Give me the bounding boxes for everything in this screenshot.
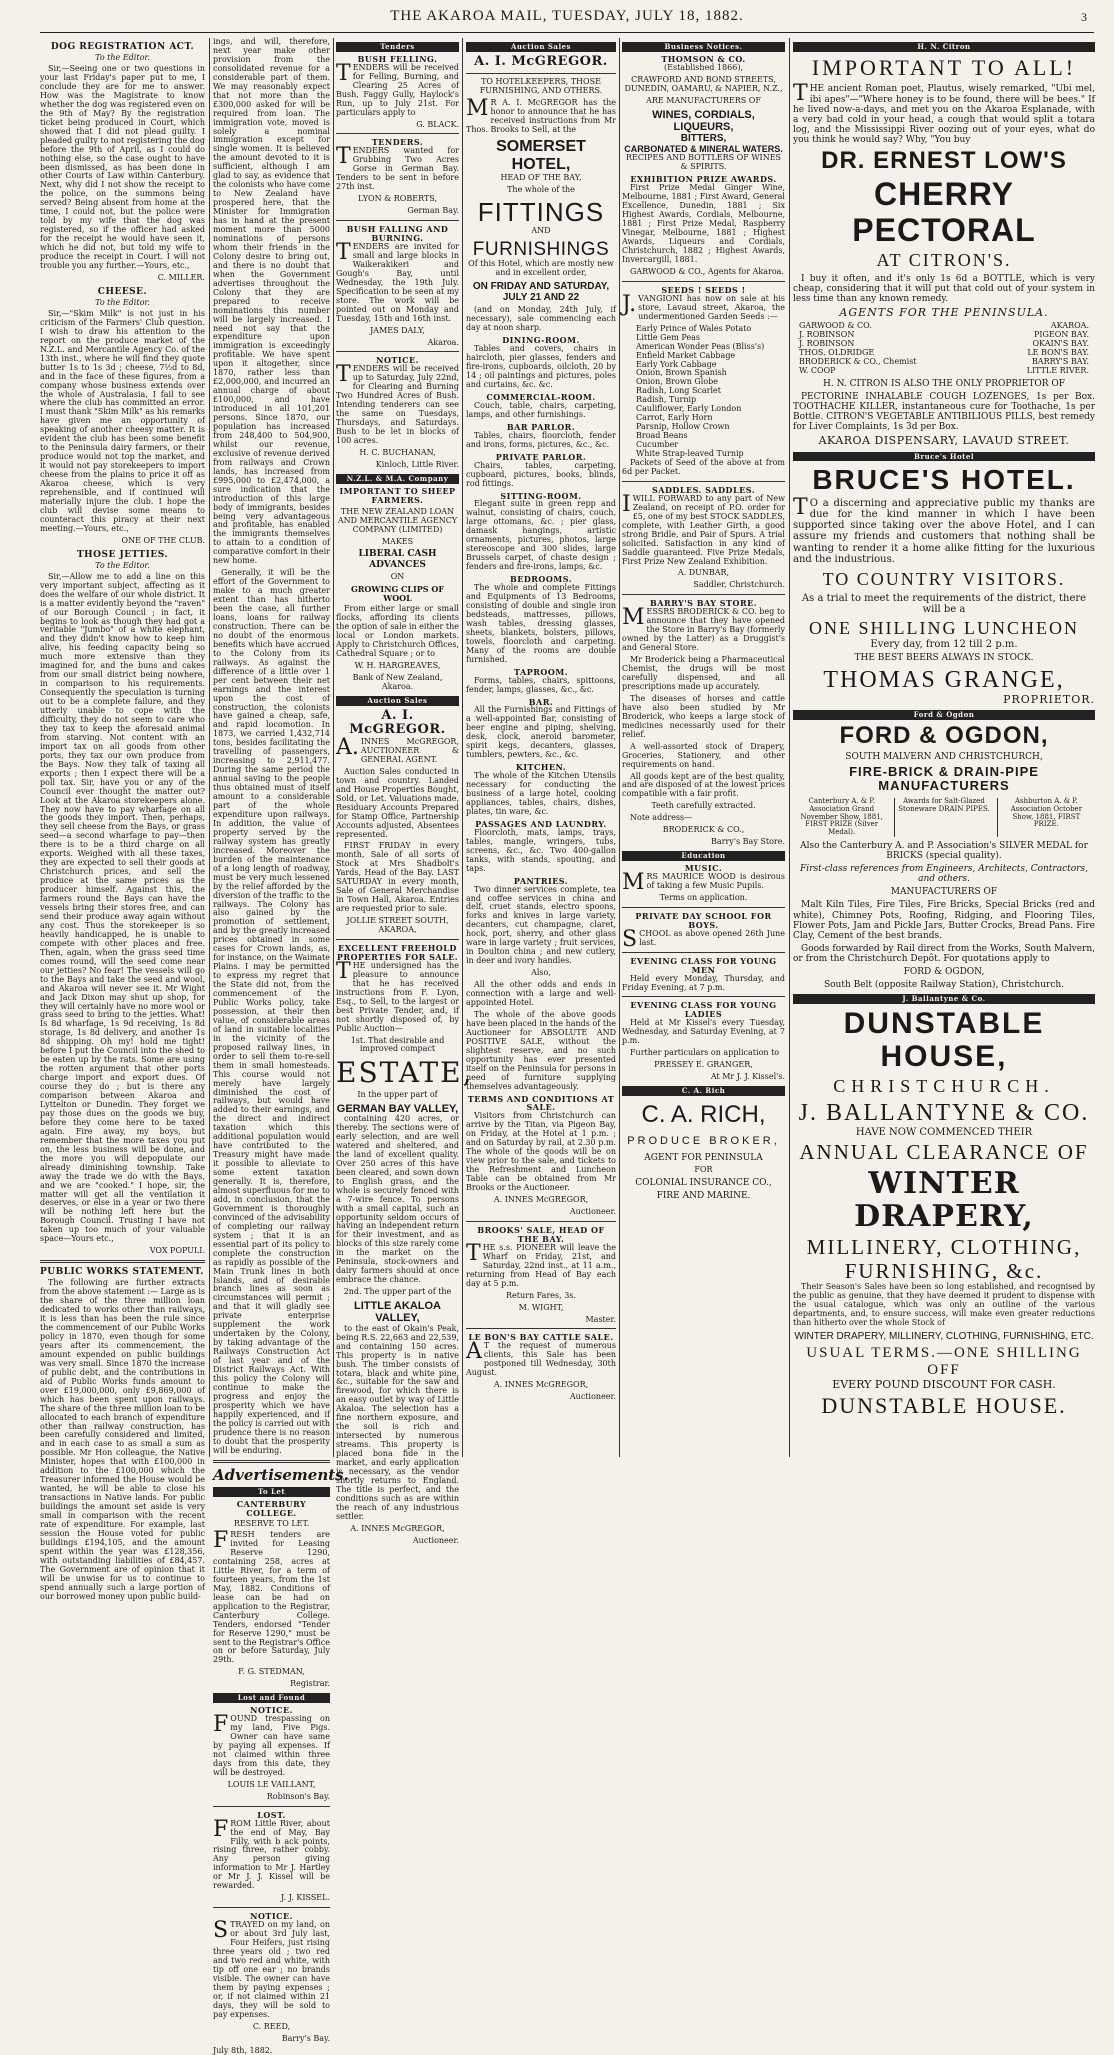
- ad-body: AT the request of numerous clients, this Sale has been postponed till Wednesday, 30th August.: [466, 1339, 616, 1378]
- ad-title: NOTICE.: [376, 355, 419, 366]
- list-item: Little Gem Peas: [636, 332, 701, 342]
- ad-body: TENDERS will be received up to Saturday, July 22nd, for Clearing and Burning Two Hundred Acres of Bush. Intending tenderers can see the same on Tuesdays, Thursdays, and Saturdays. Bush to be let in blocks of 100 acres.: [336, 362, 459, 446]
- ad-text: AGENT FOR PENINSULA: [644, 1153, 763, 1164]
- divider: [466, 73, 616, 74]
- agent-name: J. ROBINSON: [799, 339, 855, 349]
- ad-title: LE BON'S BAY CATTLE SALE.: [468, 1332, 614, 1343]
- ad-body: As a trial to meet the requirements of the district, there will be a: [801, 593, 1087, 616]
- ad-body: MR A. I. McGREGOR has the honor to announce that he has received instructions from Mr Thos. Brooks to Sell, at the: [466, 96, 616, 135]
- ad-body: Packets of Seed of the above at from 6d per Packet.: [622, 457, 785, 476]
- ad-headline: FITTINGS: [477, 196, 605, 227]
- list-item: Onion, Brown Spanish: [636, 368, 727, 378]
- award-boxes: [793, 798, 1095, 837]
- ad-title: IMPORTANT TO SHEEP FARMERS.: [339, 485, 456, 505]
- ad-body: The whole of the above goods have been placed in the hands of the Auctioneer for ABSOLUTE AND POSITIVE SALE, without the slightest reserve, and no such opportunity has ever presented itself on the Peninsula for persons in need of furniture supplying themselves advantageously.: [466, 1009, 616, 1091]
- agent-place: LE BON'S BAY.: [1027, 348, 1089, 358]
- column-divider: [462, 38, 463, 1457]
- masthead-rule: [40, 32, 1094, 33]
- column-divider: [209, 38, 210, 1457]
- ad-headline: DR. ERNEST LOW'S: [821, 146, 1067, 174]
- article-signature: ONE OF THE CLUB.: [121, 535, 205, 545]
- ad-body: (and on Monday, 24th July, if necessary), sale commencing each day at noon sharp.: [466, 305, 616, 333]
- ad-text: ON: [390, 571, 405, 581]
- divider: [336, 351, 459, 352]
- ad-heading: H. N. CITRON IS ALSO THE ONLY PROPRIETOR OF: [823, 378, 1065, 389]
- ad-heading: THE NEW ZEALAND LOAN AND MERCANTILE AGENCY COMPANY (LIMITED): [337, 506, 458, 534]
- ad-signature: J. J. KISSEL.: [281, 1893, 330, 1903]
- ad-title: NOTICE.: [250, 1911, 293, 1922]
- article-title: CHEESE.: [97, 286, 148, 297]
- ad-text: Terms on application.: [659, 892, 748, 902]
- ad-body: STRAYED on my land, on or about 3rd July last, Four Heifers, just rising three years old ; two red and two red and white, with tip off one ear ; no brands visible. The owner can have them by paying expenses ; or, if not claimed within 21 days, they will be sold to pay expenses.: [213, 1918, 330, 2019]
- ad-body: TENDERS will be received for Felling, Burning, and Clearing 25 Acres of Bush, Faggy Gully, Haylock's Run, up to July 21st. For particulars apply to: [336, 60, 459, 117]
- ad-signature: G. BLACK.: [416, 119, 459, 129]
- ad-place: At Mr J. J. Kissel's.: [710, 1072, 785, 1082]
- divider: [622, 952, 785, 953]
- ad-place: Robinson's Bay.: [266, 1791, 330, 1801]
- ad-body: Held at Mr Kissel's every Tuesday, Wednesday, and Saturday Evening, at 7 p.m.: [622, 1018, 785, 1046]
- list-item: Onion, Brown Globe: [636, 377, 719, 387]
- ad-role: Saddler, Christchurch.: [693, 580, 785, 590]
- ad-headline: ONE SHILLING LUNCHEON: [809, 618, 1079, 639]
- list-item: Parsnip, Hollow Crown: [636, 422, 730, 432]
- ad-headline: SOMERSET HOTEL,: [496, 138, 586, 173]
- ad-body: THE ancient Roman poet, Plautus, wisely remarked, "Ubi mel, ibi apes"—"Where honey is to be found, there will be bees." If he lived now-a-days, and met you on the Akaroa Esplanade, with a very bad cold in your head, a cough that would split a totara log, and the Mississippi River oozing out of your eyes, what do you think he would say? Why, "You buy: [793, 81, 1095, 145]
- divider: [336, 220, 459, 221]
- room-body: Tables, chairs, floorcloth, fender and irons, forms, pictures, &c., &c.: [466, 430, 616, 449]
- ad-text: First-class references from Engineers, Architects, Contractors, and others.: [800, 864, 1088, 885]
- ad-signature: JAMES DALY,: [370, 325, 425, 335]
- article-signature: VOX POPULI.: [149, 1246, 205, 1256]
- ad-place: Barry's Bay Store.: [711, 837, 785, 847]
- ad-title: CANTERBURY COLLEGE.: [236, 1499, 307, 1519]
- room-title: PRIVATE PARLOR.: [495, 451, 587, 462]
- room-body: The whole and complete Fittings and Equipments of 13 Bedrooms, consisting of double and single iron bedsteads, mattresses, pillows, wash tables, dressing glasses, sheets, blankets, bolsters, pillows, towels, floorcloth and carpeting. Many of the rooms are double furnished.: [466, 583, 616, 664]
- agent-list: [793, 322, 1095, 376]
- ad-body: GARWOOD & CO., Agents for Akaroa.: [630, 266, 784, 276]
- ad-body: J.VANGIONI has now on sale at his store, Lavaud street, Akaroa, the undermentioned Garden Seeds :—: [622, 291, 785, 321]
- ad-title: BROOKS' SALE, HEAD OF THE BAY.: [477, 1224, 605, 1244]
- ad-heading: LIBERAL CASH ADVANCES: [358, 549, 437, 570]
- ad-body: TENDERS are invited for small and large blocks in Waikerakikeri and Gough's Bay, until Wednesday, the 19th July. Specification to be seen at my store. The work will be pointed out on Monday and Tuesday, 15th and 16th inst.: [336, 239, 459, 323]
- ad-text: FOR: [694, 1165, 713, 1175]
- ad-heading: A.INNES McGREGOR, AUCTIONEER & GENERAL AGENT.: [336, 734, 459, 764]
- room-title: KITCHEN.: [515, 762, 567, 773]
- list-item: Radish, Turnip: [636, 395, 697, 405]
- article-body: The following are further extracts from the above statement :— Large as is the share of the three million loan dedicated to works other than railways, it is less than has been the rule since the commencement of our Public Works policy in 1870, even though for some years after its commencement, the amount expended on public buildings was very small. Since 1870 the increase of public debt, and the contributions in aid of Public Works funds amount to over £19,000,000, only £9,869,000 of which has been spent upon railways. The share of the three million loan to be allocated to each branch of expenditure other than railway construction, has been carefully considered and limited, and in each case to as small a sum as possible. Mr Hon colleague, the Native Minister, hopes that with £100,000 in addition to the £100,000 which the Treasurer informed the House would be wanted, he will be able to close his transactions in Native lands. For public buildings the amount set aside is very small in comparison with the recent rate of expenditure. For example, last session the House voted for public buildings £194,105, and the amount spent within the year was £128,356, with outstanding liabilities of £84,457. The Government are of opinion that it will be unwise for us to continue to spend annually such a large portion of our borrowed money upon public build-: [40, 1278, 205, 1601]
- room-title: BAR.: [528, 696, 554, 707]
- ad-text: (Established 1866),: [664, 62, 743, 72]
- ad-title: MUSIC.: [684, 863, 723, 874]
- ad-role: Auctioneer.: [569, 1206, 616, 1216]
- column-2: [213, 37, 349, 2055]
- seed-list: [622, 325, 785, 459]
- ad-text: EVERY POUND DISCOUNT FOR CASH.: [832, 1377, 1056, 1391]
- agent-name: W. COOP: [799, 365, 836, 375]
- ad-text: FIRE AND MARINE.: [656, 1191, 751, 1202]
- agent-place: BARRY'S BAY.: [1031, 356, 1089, 366]
- ad-role: Auctioneer.: [569, 1392, 616, 1402]
- section-band: Auction Sales: [336, 696, 459, 706]
- room-body: All the Furnishings and Fittings of a well-appointed Bar, consisting of beer engine and piping, shelving, desk, clock, aneroid barometer, spirit kegs, decanters, glasses, tumblers, pewters, &c., &c.: [466, 705, 616, 760]
- ad-body: A well-assorted stock of Drapery, Groceries, Stationery, and other requirements on hand.: [622, 741, 785, 769]
- ad-title: EXCELLENT FREEHOLD PROPERTIES FOR SALE.: [336, 942, 459, 962]
- ad-text: Also,: [531, 968, 551, 978]
- ad-text: The whole of the: [507, 184, 575, 194]
- divider: [466, 1328, 616, 1329]
- column-5: [622, 38, 785, 1457]
- ad-title: BARRY'S BAY STORE.: [649, 598, 758, 609]
- section-band: Lost and Found: [213, 1693, 330, 1703]
- ad-title: NOTICE.: [250, 1705, 293, 1716]
- room-body: Chairs, tables, carpeting, cupboard, pictures, books, blinds, rod fittings.: [466, 460, 616, 488]
- ad-headline: FORD & OGDON,: [839, 721, 1049, 749]
- article-subtitle: To the Editor.: [95, 560, 150, 570]
- ad-signature: A. DUNBAR,: [677, 568, 730, 578]
- ad-headline: CHERRY PECTORAL: [852, 175, 1036, 248]
- ad-headline: DUNSTABLE HOUSE.: [821, 1392, 1067, 1418]
- list-item: American Wonder Peas (Bliss's): [636, 341, 765, 351]
- section-band: C. A. Rich: [622, 1086, 785, 1096]
- divider: [213, 1806, 330, 1807]
- ad-title: EVENING CLASS FOR YOUNG LADIES: [630, 1000, 777, 1020]
- section-title: Advertisements.: [213, 1465, 349, 1484]
- ad-headline: ESTATE,: [336, 1056, 474, 1090]
- ad-text: HAVE NOW COMMENCED THEIR: [855, 1127, 1033, 1139]
- ad-body: to the east of Okain's Peak, being R.S. 22,663 and 22,539, and containing 150 acres. This property is in native bush. The timber consists of totara, black and white pine, &c., suitable for the saw and firewood, for which there is an easy outlet by way of Little Akaloa. The selection has a fine northern exposure, and the soil is rich and intersected by numerous streams. This property is placed bona fide in the market, and early application is necessary, as the vendor shortly returns to England. The title is perfect, and the conditions such as are within the reach of any industrious settler.: [336, 1323, 459, 1521]
- ad-body: Visitors from Christchurch can arrive by the Titan, via Pigeon Bay, on Friday, at the Hotel at 1 p.m. ; and on Saturday by rail, at 2.30 p.m. The whole of the goods will be on view prior to the sale, and tickets to the Refreshment and Luncheon Table can be obtained from Mr Brooks or the Auctioneer.: [466, 1111, 616, 1193]
- ad-headline: FIRE-BRICK & DRAIN-PIPE MANUFACTURERS: [849, 763, 1039, 794]
- ad-text: Also the Canterbury A. and P. Association's SILVER MEDAL for BRICKS (special quality).: [800, 841, 1088, 862]
- ad-heading: TERMS AND CONDITIONS AT SALE.: [467, 1093, 615, 1113]
- ad-place: German Bay.: [407, 206, 459, 216]
- section-band: To Let: [213, 1487, 330, 1497]
- ad-headline: TO COUNTRY VISITORS.: [822, 568, 1066, 589]
- ad-signature: H. C. BUCHANAN,: [359, 448, 436, 457]
- list-item: Enfield Market Cabbage: [636, 350, 736, 360]
- room-title: TAPROOM.: [514, 666, 568, 677]
- ad-headline: WINES, CORDIALS, LIQUEURS,: [652, 108, 755, 133]
- ad-headline: FURNISHING, &c.: [844, 1258, 1044, 1283]
- ad-body: Their Season's Sales have been so long established, and recognised by the public as genuine, that they have deemed it prudent to dispense with the usual catalogue, which was only an outline of the various departments, and, to ensure success, will make even greater reductions than hitherto over the whole Stock of: [793, 1282, 1095, 1327]
- room-body: Tables and covers, chairs in haircloth, pier glasses, fenders and fire-irons, cupboards, oilcloth, 20 by 14 ; oil paintings and pictures, poles and curtains, &c. &c.: [466, 344, 616, 390]
- ad-body: All goods kept are of the best quality, and are disposed of at the lowest prices compatible with a fair profit.: [622, 771, 785, 799]
- ad-heading: TO HOTELKEEPERS, THOSE FURNISHING, AND OTHERS.: [479, 77, 603, 96]
- ad-text: Return Fares, 3s.: [506, 1290, 576, 1300]
- list-item: Early York Cabbage: [636, 359, 717, 369]
- room-body: Forms, tables, chairs, spittoons, fender, lamps, glasses, &c., &c.: [466, 675, 616, 694]
- ad-headline: USUAL TERMS.—ONE SHILLING OFF: [806, 1344, 1082, 1378]
- ad-role: Auctioneer.: [412, 1535, 459, 1545]
- ad-subtitle: RESERVE TO LET.: [233, 1519, 310, 1529]
- divider: [622, 281, 785, 282]
- article-body: ings, and will, therefore, next year make other provision from the consolidated revenue for a considerable part of them. We may reasonably expect that not more than the £300,000 asked for will be required from loan. The immigration vote, moved is solely a nominal immigration except for single women. It is believed the amount devoted to it is sufficient, although I am glad to say, as evidence that the colonists who have come to New Zealand have prospered here, that the Minister for Immigration has in hand at the present moment more than 5000 nominations of persons whom their friends in the Colony desire to bring out, and there is no doubt that when the Government advertises throughout the Colony that they are prepared to receive nominations this number will be largely increased. I need not say that the expenditure upon immigration is exceedingly profitable. We have spent upon it altogether, since 1870, rather less than £2,000,000, and incurred an annual charge of about £100,000, and have introduced in all 101,201 persons. Since 1870, our population has increased from 248,400 to 504,900, whilst our revenue, exclusive of revenue derived from railways and Crown lands, has increased from £995,000 to £2,474,000, a sure indication that the introduction of this large body of immigrants, besides being very advantageous and profitable, has enabled the immigrants themselves to attain to a condition of comparative comfort in their new home.: [213, 37, 330, 566]
- article-title: PUBLIC WORKS STATEMENT.: [40, 1267, 204, 1278]
- article-body: Sir,—"Skim Milk" is not just in his criticism of the Farmers' Club question. I wish to draw his attention to the report on the produce market of the N.Z.L. and Mercantile Agency Co. of the 13th inst., where he will find they quote butter 1s to 1s 3d ; cheese, 7½d to 8d, and in the face of these figures, from a company whose business extends over the whole of Australasia, I fail to see where the club has committed an error. I must thank "Skim Milk" as his remarks have given me an opportunity of speaking of another cheesy matter. It is evident the club has been some benefit to the Peninsula dairy farmers, or their produce would not top the market, and it would not pay storekeepers to import cheese from the plains to price it off as Akaroa cheese, which is very reprehensible, and if continued will materially injure the club. I hope the club will devise some means to counteract this piracy at their next meeting.—Yours, etc.,: [40, 308, 205, 533]
- ad-title: LOST.: [257, 1809, 286, 1820]
- agent-name: THOS. OLDRIDGE: [799, 348, 875, 358]
- ad-body: SCHOOL as above opened 26th June last.: [622, 926, 785, 952]
- ad-address: JOLLIE STREET SOUTH, AKAROA,: [346, 916, 449, 935]
- ad-headline: LITTLE AKALOA VALLEY,: [354, 1300, 441, 1325]
- column-1: [40, 38, 205, 1601]
- room-title: PANTRIES.: [513, 875, 569, 886]
- award-box: Ashburton A. & P. Association October Show, 1881, FIRST PRIZE.: [997, 798, 1095, 837]
- divider: [213, 1460, 330, 1463]
- ad-title: EVENING CLASS FOR YOUNG MEN: [630, 955, 777, 975]
- ad-role: PROPRIETOR.: [1003, 692, 1095, 706]
- masthead-title: THE AKAROA MAIL, TUESDAY, JULY 18, 1882.: [390, 8, 744, 24]
- ad-title: TENDERS.: [371, 137, 424, 148]
- ad-text: RECIPES AND BOTTLERS OF WINES & SPIRITS.: [625, 153, 782, 172]
- divider: [622, 996, 785, 997]
- ad-signature: PRESSEY E. GRANGER,: [654, 1060, 753, 1070]
- divider: [466, 1221, 616, 1222]
- ad-headline: GERMAN BAY VALLEY,: [336, 1102, 459, 1115]
- ad-signature: W. H. HARGREAVES,: [354, 661, 441, 671]
- ad-text: Teeth carefully extracted.: [651, 801, 756, 811]
- article-body: Sir,—Allow me to add a line on this very important subject, affecting as it does the welfare of our whole district. It is a matter evidently beyond the "raven" of our Borough Council ; in fact, it begins to look as though they had got a veritable "Jumbo" of a white elephant, and they didn't know how to keep him alive, his feeding capacity being so much more extensive than they imagined for, and the buns and cakes from our small district being nowhere, in comparison to his requirements. Consequently the speculation is turning out to be a complete failure, and they utterly unable to cope with the difficulty, they do not seem to care who they tax to keep the aforesaid animal from starving. Not content with an import tax on all goods from other ports, they tax our own produce from the Bays. Now they talk of taxing all exports ; then I expect there will be a poll tax. Sir, have you or any of the Council ever thought the matter out? Look at the Akaroa storekeepers alone. They now have to pay wharfage on all the goods they import. Then, perhaps, they sell cheese from the Bays, or grass seed—a second wharfage to pay—then there is to be a third charge on all exports. Weighed with all these taxes, they are expected to sell their goods at Christchurch prices, and sell the produce at the same prices as the producer himself. Against this, the farmers round the Bays can have the vessels bring their stores free, and can send their produce away again without any cost. Thus the storekeeper is so heavily handicapped, he is unable to compete with other places and free. Then, again, when the grass seed time comes round, will the seed come near our jetties? No fear! The vessels will go to the Bays and take the seed and wool, and Akaroa will never see it. Mr Wight and Jack Dixon may shut up shop, for they will certainly have no more wool or grass seed to bring to the jetties. What! Is 8d wharfage, 1s 9d receiving, 1s 8d storage, 1s 8d delivery, and another 1s 8d shipping. Oh my! hold me tight! before I put the Council into the shed to be eaten up by the rats. Some are using the rotten argument that other ports charge import and export dues. Of course they do ; but is there any comparison between Akaroa and Lyttelton or Dunedin. They forget we pay those dues on the goods we buy, before they come here to be taxed again. Fire away, my boys, but remember that the more taxes you put on, the less business will be done, and the more you will depopulate our already diminishing township. Take away the trade we do with the Bays, and we are "cooked." I hope, sir, the matter will get all the ventilation it deserves, or else in a year or two there will be nothing left here but the Borough Council. Trusting I have not taken up too much of your valuable space—Yours etc.,: [40, 571, 205, 1244]
- ad-title: A. I. McGREGOR.: [349, 707, 446, 738]
- ad-title: A. I. McGREGOR.: [474, 53, 608, 69]
- section-band: Auction Sales: [466, 42, 616, 52]
- ad-role: Registrar.: [290, 1679, 330, 1689]
- divider: [622, 594, 785, 595]
- ad-address: SOUTH MALVERN AND CHRISTCHURCH,: [845, 751, 1043, 762]
- agent-name: BRODERICK & CO., Chemist: [799, 356, 917, 366]
- ad-text: ARE MANUFACTURERS OF: [646, 95, 761, 105]
- room-body: Two dinner services complete, tea and coffee services in china and delf, cruet stands, electro spoons, forks and knives in large variety, decanters, cut champagne, claret, hock, port, sherry, and other glass ware in large variety ; fruit services, in Doulton china ; and new cutlery, in deer and ivory handles.: [466, 884, 616, 966]
- ad-title: BUSH FELLING.: [357, 53, 438, 64]
- room-body: Floorcloth, mats, lamps, trays, tables, mangle, wringers, tubs, screens, &c., &c. Two 400-gallon tanks, with stands, spouting, and taps.: [466, 827, 616, 873]
- ad-headline: WINTER DRAPERY,: [854, 1165, 1034, 1235]
- column-6: [793, 38, 1095, 1457]
- ad-place: Akaroa.: [427, 337, 459, 347]
- ad-title: BUSH FALLING AND BURNING.: [346, 224, 449, 244]
- ad-text: WINTER DRAPERY, MILLINERY, CLOTHING, FURNISHING, ETC.: [794, 1330, 1094, 1342]
- ad-body: THE undersigned has the pleasure to announce that he has received instructions from F. Lyon, Esq., to Sell, to the largest or best Private Tender, and, if not shortly disposed of, by Public Auction—: [336, 958, 459, 1033]
- divider: [40, 1260, 205, 1263]
- column-3: [336, 38, 474, 1545]
- ad-title: PRIVATE DAY SCHOOL FOR BOYS.: [635, 910, 772, 930]
- ad-body: Further particulars on application to: [630, 1048, 780, 1058]
- divider: [336, 133, 459, 134]
- divider: [622, 907, 785, 908]
- ad-body: PECTORINE INHALABLE COUGH LOZENGES, 1s per Box. TOOTHACHE KILLER, instantaneous cure for Toothache, 1s per Bottle. CITRON'S VEGETABLE ANTIBILIOUS PILLS, best remedy for Liver Complaints, 1s 3d per Box.: [793, 391, 1095, 433]
- ad-role: Master.: [585, 1314, 616, 1324]
- ad-title: SADDLES. SADDLES.: [651, 484, 755, 495]
- list-item: Carrot, Early Horn: [636, 413, 713, 423]
- ad-dates: ON FRIDAY AND SATURDAY, JULY 21 AND 22: [472, 281, 610, 304]
- ad-heading: MANUFACTURERS OF: [890, 887, 998, 898]
- ad-body: All the other odds and ends in connection with a large and well-appointed Hotel.: [466, 980, 616, 1007]
- list-item: Early Prince of Wales Potato: [636, 323, 752, 333]
- ad-address: CRAWFORD AND BOND STREETS, DUNEDIN, OAMARU, & NAPIER, N.Z.,: [624, 74, 783, 93]
- ad-headline: AKAROA DISPENSARY, LAVAUD STREET.: [818, 434, 1070, 448]
- agent-name: GARWOOD & CO.: [799, 321, 872, 331]
- ad-body: TENDERS wanted for Grubbing Two Acres Gorse in German Bay. Tenders to be sent in before 27th inst.: [336, 144, 459, 192]
- ad-text: Every day, from 12 till 2 p.m.: [870, 638, 1018, 650]
- ad-signature: LYON & ROBERTS,: [357, 194, 438, 204]
- column-4: [466, 38, 616, 1457]
- ad-heading: AGENTS FOR THE PENINSULA.: [839, 305, 1049, 319]
- room-title: PASSAGES AND LAUNDRY.: [475, 818, 607, 829]
- ad-place: Kinloch, Little River.: [375, 459, 459, 469]
- ad-text: 2nd. The upper part of the: [343, 1287, 452, 1297]
- ad-headline: AT CITRON'S.: [876, 250, 1012, 271]
- room-title: BEDROOMS.: [509, 574, 572, 585]
- section-band: Tenders: [336, 42, 459, 52]
- ad-headline: ANNUAL CLEARANCE OF: [799, 1140, 1089, 1165]
- room-title: SITTING-ROOM.: [500, 490, 582, 501]
- room-body: The whole of the Kitchen Utensils necessary for conducting the business of a large hotel, cooking appliances, tables, chairs, dishes, plates, tin ware, &c.: [466, 771, 616, 816]
- article-signature: C. MILLER.: [157, 272, 205, 282]
- ad-address: South Belt (opposite Railway Station), Christchurch.: [823, 979, 1065, 990]
- list-item: Radish, Long Scarlet: [636, 386, 722, 396]
- ad-body: MESSRS BRODERICK & CO. beg to announce that they have opened the Store in Barry's Bay (formerly owned by the Latter) as a Druggist's and General Store.: [622, 605, 785, 653]
- ad-headline: C. A. RICH,: [641, 1100, 766, 1128]
- list-item: White Strap-leaved Turnip: [636, 449, 744, 459]
- ad-text: COLONIAL INSURANCE CO.,: [635, 1178, 772, 1189]
- ad-body: FRESH tenders are invited for Leasing Reserve 1290, containing 258, acres at Little River, for a term of fourteen years, from the 1st May, 1882. Conditions of lease can be had on application to the Registrar, Canterbury College. Tenders, endorsed "Tender for Reserve 1290," must be sent to the Registrar's Office on or before Saturday, July 29th.: [213, 1528, 331, 1665]
- list-item: Cucumber: [636, 440, 679, 450]
- ad-body: From either large or small flocks, affording its clients the option of sale in either the local or London markets. Apply to Christchurch Offices, Cathedral Square ; or to: [336, 604, 460, 659]
- ad-body: Mr Broderick being a Pharmaceutical Chemist, the drugs will be most carefully dispensed, and all prescriptions made up accurately.: [622, 655, 785, 691]
- agent-place: OKAIN'S BAY.: [1032, 339, 1089, 349]
- ad-signature: F. G. STEDMAN,: [238, 1667, 305, 1677]
- room-title: BAR PARLOR.: [506, 421, 576, 432]
- ad-body: TO a discerning and appreciative public my thanks are due for the kind manner in which I have been supported since taking over the above Hotel, and I can assure my friends and customers that nothing shall be wanting to render it a home alike fitting for the luxurious and the industrious.: [793, 494, 1095, 565]
- agent-place: PIGEON BAY.: [1034, 330, 1089, 340]
- article-body: Generally, it will be the effort of the Government to make to a much greater extent than has hitherto been the case, all further loans, loans for railway construction. There can be no doubt of the enormous benefits which have accrued to the Colony from its railways. As against the difference of a little over 1 per cent between their net earnings and the interest upon the cost of construction, the colonists have gained a cheap, safe, and rapid locomotion. In 1873, we carried 1,432,714 tons, besides facilitating the travelling of passengers, increasing to 2,911,477. During the same period the annual saving to the people thus obtained must of itself amount to a considerable part of the whole expenditure upon railways. In addition, the value of property served by the railway system has greatly increased. Moreover the burden of the maintenance of a long length of roadway, must be very much lessened by the relief afforded by the diversion of the traffic to the railways. The Colony has also gained by the promotion of settlement, and by the greatly increased prices obtained in some cases for Crown lands, as, for instance, on the Waimate Plains. I may be permitted to express my regret that the State did not, from the commencement of the Public Works policy, take possession, at their then value, of considerable areas of land in suitable localities in the vicinity of the proposed railway lines, in order to sell them to-re-sell them in small homesteads. This course would not merely have largely diminished the cost of railways, but would have added to their earnings, and the direct and indirect taxation which this additional population would have contributed to the Treasury might have made it possible to alleviate to some extent taxation generally. It is, therefore, almost superfluous for me to add, in conclusion, that the Government is thoroughly convinced of the advisability of completing our railway system ; that it is an essential part of its policy to complete the construction as rapidly as possible of the Main Trunk lines in both Islands, and of desirable branch lines as soon as circumstances will permit ; and that it will gladly see private enterprise supplement the work undertaken by the Colony, by taking advantage of the Railways Construction Act of last year and of the District Railways Act. With this policy the Colony will continue to make the progress and enjoy the prosperity which we have happily experienced, and if the policy is carried out with prudence there is no reason to doubt that the prosperity will be enduring.: [213, 568, 330, 1455]
- ad-body: First Prize Medal Ginger Wine, Melbourne, 1881 ; First Award, General Excellence, Dunedin, 1881 ; Six Highest Awards, Cordials, Melbourne, 1881 ; First Prize Medal, Raspberry Vinegar, Melbourne, 1881 ; Highest Awards, Liqueurs and Cordials, Christchurch, 1882 ; Highest Awards, Invercargill, 1881.: [622, 183, 785, 264]
- ad-signature: FORD & OGDON,: [903, 966, 985, 977]
- ad-signature: C. REED,: [252, 2021, 291, 2031]
- ad-body: I buy it often, and it's only 1s 6d a BOTTLE, which is very cheap, considering that it will put that cold out of your system in less time than any known remedy.: [793, 273, 1095, 304]
- ad-headline: BRUCE'S HOTEL.: [812, 464, 1076, 496]
- ad-body: FROM Little River, about the end of May, Bay Filly, with b ack points, rising three, rather cobby. Any person giving information to Mr J. Hartley or Mr J. J. Kissel will be rewarded.: [213, 1816, 330, 1891]
- ad-text: Note address—: [630, 813, 693, 823]
- ad-text: 1st. That desirable and improved compact: [350, 1035, 445, 1054]
- section-band: Business Notices.: [622, 42, 785, 52]
- section-band: Education: [622, 851, 785, 861]
- article-body: Sir,—Seeing one or two questions in your last Friday's paper put to me, I conclude they are for me to answer. How was the Magistrate to know whether the dog was registered even on the 9th of May? By the registration ticket being produced in Court, which showed that I did not plead guilty. I pleaded guilty to not registering the dog before the 9th of April, as I could do nothing else, so the case ought to have been dismissed, as has been done in other Courts of Law within Canterbury. Next, why did I not show the receipt to the police, on the summons being served? Being absent from home at the time, I could not, but the police were told by my wife that the dog was registered, so if the officer had asked for the receipt he would have seen it, which he did not, but told my wife to produce the receipt in Court. I will not trouble you any further.—Yours, etc.,: [40, 64, 205, 270]
- ad-body: THE s.s. PIONEER will leave the Wharf on Friday, 21st, and Saturday, 22nd inst., at 11 a.m., returning from Head of Bay each day at 5 p.m.: [466, 1240, 616, 1288]
- list-item: Broad Beans: [636, 431, 688, 441]
- ad-title: SEEDS ! SEEDS !: [661, 284, 746, 295]
- ad-body: Auction Sales conducted in town and country. Landed and House Properties Bought, Sold, or Let. Valuations made, Residuary Accounts Prepared for Stamp Office, Partnership Accounts adjusted, Absentees represented.: [336, 766, 459, 839]
- ad-text: HEAD OF THE BAY,: [500, 172, 582, 182]
- ad-body: MRS MAURICE WOOD is desirous of taking a few Music Pupils.: [622, 869, 785, 895]
- page-number: 3: [1081, 10, 1088, 24]
- ad-signature: A. INNES McGREGOR,: [493, 1195, 589, 1205]
- award-box: Canterbury A. & P. Association Grand November Show, 1881, FIRST PRIZE (Silver Medal).: [800, 796, 883, 837]
- section-band: H. N. Citron: [793, 42, 1095, 52]
- ad-headline: FURNISHINGS: [472, 238, 610, 260]
- ad-signature: A. INNES McGREGOR,: [493, 1380, 589, 1390]
- ad-signature: A. INNES McGREGOR,: [350, 1523, 445, 1533]
- ad-place: Bank of New Zealand, Akaroa.: [352, 673, 443, 692]
- room-body: Couch, table, chairs, carpeting, lamps, and other furnishings.: [466, 400, 616, 419]
- ad-text: Of this Hotel, which are mostly new and in excellent order,: [468, 259, 614, 278]
- ad-headline: BITTERS,: [680, 133, 727, 145]
- ad-signature: M. WIGHT,: [518, 1302, 564, 1312]
- ad-signature: BRODERICK & CO.,: [662, 825, 745, 835]
- article-subtitle: To the Editor.: [95, 297, 150, 307]
- divider: [213, 1907, 330, 1908]
- article-title: THOSE JETTIES.: [76, 549, 169, 560]
- column-divider: [789, 38, 790, 1457]
- article-subtitle: To the Editor.: [95, 53, 150, 63]
- ad-body: Goods forwarded by Rail direct from the Works, South Malvern, or from the Christchurch Depôt. For quotations apply to: [793, 943, 1095, 964]
- divider: [622, 481, 785, 482]
- section-band: J. Ballantyne & Co.: [793, 994, 1095, 1004]
- section-band: Bruce's Hotel: [793, 452, 1095, 462]
- masthead: [40, 8, 1094, 34]
- ad-headline: CARBONATED & MINERAL WATERS.: [624, 144, 783, 155]
- agent-place: LITTLE RIVER.: [1026, 365, 1089, 375]
- ad-headline: DUNSTABLE HOUSE,: [843, 1006, 1045, 1074]
- section-band: N.Z.L. & M.A. Company: [336, 474, 459, 484]
- ad-headline: PRODUCE BROKER,: [627, 1134, 780, 1147]
- ad-body: IWILL FORWARD to any part of New Zealand, on receipt of P.O. order for £5, one of my best STOCK SADDLES, complete, with Leather Girth, a good strong Bridle, and Pair of Spurs. A trial solicited. Satisfaction in any kind of Saddle guaranteed. Five Prize Medals, First Prize New Zealand Exhibition.: [622, 491, 785, 566]
- room-title: DINING-ROOM.: [502, 335, 580, 346]
- ad-title: THOMSON & CO.: [661, 53, 746, 64]
- ad-body: containing 420 acres, or thereby. The sections were of early selection, and are well watered and sheltered, and the land of excellent quality. Over 250 acres of this have been cleared, and sown down to English grass, and the whole is securely fenced with a 7-wire fence. To persons with a small capital, such an opportunity seldom occurs of having an independent return for their investment, and as blocks of this size rarely come in the market on the Peninsula, stock-owners and dairy farmers should at once embrace the chance.: [336, 1114, 459, 1285]
- room-title: COMMERCIAL-ROOM.: [486, 392, 596, 402]
- ad-text: THE BEST BEERS ALWAYS IN STOCK.: [854, 652, 1034, 663]
- ad-text: AND: [531, 225, 551, 235]
- divider: [336, 939, 459, 940]
- ad-headline: MILLINERY, CLOTHING,: [806, 1235, 1082, 1259]
- ad-headline: J. BALLANTYNE & CO.: [798, 1100, 1090, 1127]
- award-box: Awards for Salt-Glazed Stoneware DRAIN PIPES.: [894, 798, 992, 837]
- ad-body: FIRST FRIDAY in every month, Sale of all sorts of Stock at Mrs Shadbolt's Yards, Head of the Bay. LAST SATURDAY in every month, Sale of General Merchandise in Town Hall, Akaroa. Entries are requested prior to sale.: [336, 841, 459, 914]
- ad-date: July 8th, 1882.: [213, 2045, 273, 2055]
- ad-text: MAKES: [381, 536, 414, 546]
- column-divider: [619, 38, 620, 1457]
- ad-body: Malt Kiln Tiles, Fire Tiles, Fire Bricks, Special Bricks (red and white), Chimney Pots, Roofing, Ridging, and Flooring Tiles, Flower Pots, Jam and Pickle Jars, Butter Crocks, Bread Pans. Fire Clay, Cement of the best brands.: [793, 900, 1095, 941]
- ad-heading: GROWING CLIPS OF WOOL: [350, 583, 445, 603]
- ad-heading: EXHIBITION PRIZE AWARDS.: [630, 174, 777, 185]
- room-body: Elegant suite in green repp and walnut, consisting of chairs, couch, large ottomans, &c. ; pier glass, damask hangings, artistic ornaments, pictures, photos, large stereoscope and 300 slides, large Brussels carpet, of chaste design ; fenders and fire-irons, lamps, &c.: [466, 499, 616, 572]
- ad-signature: LOUIS LE VAILLANT,: [227, 1779, 316, 1789]
- article-title: DOG REGISTRATION ACT.: [50, 42, 195, 52]
- ad-body: Held every Monday, Thursday, and Friday Evening, at 7 p.m.: [622, 973, 785, 992]
- agent-name: J. ROBINSON: [799, 330, 855, 340]
- ad-text: In the upper part of: [357, 1089, 438, 1099]
- column-divider: [333, 38, 334, 1457]
- ad-place: Barry's Bay.: [281, 2033, 330, 2043]
- agent-place: AKAROA.: [1050, 321, 1089, 331]
- ad-body: FOUND trespassing on my land, Five Pigs. Owner can have same by paying all expenses. If not claimed within three days from this date, they will be destroyed.: [213, 1712, 330, 1777]
- list-item: Cauliflower, Early London: [636, 404, 742, 414]
- section-band: Ford & Ogdon: [793, 710, 1095, 720]
- ad-headline: THOMAS GRANGE,: [823, 666, 1065, 693]
- ad-headline: CHRISTCHURCH.: [833, 1076, 1055, 1097]
- ad-body: The diseases of horses and cattle have also been studied by Mr Broderick, who keeps a large stock of medicines necessarily used for their relief.: [622, 693, 785, 739]
- list-item: [793, 367, 1095, 376]
- ad-headline: IMPORTANT TO ALL!: [811, 54, 1077, 80]
